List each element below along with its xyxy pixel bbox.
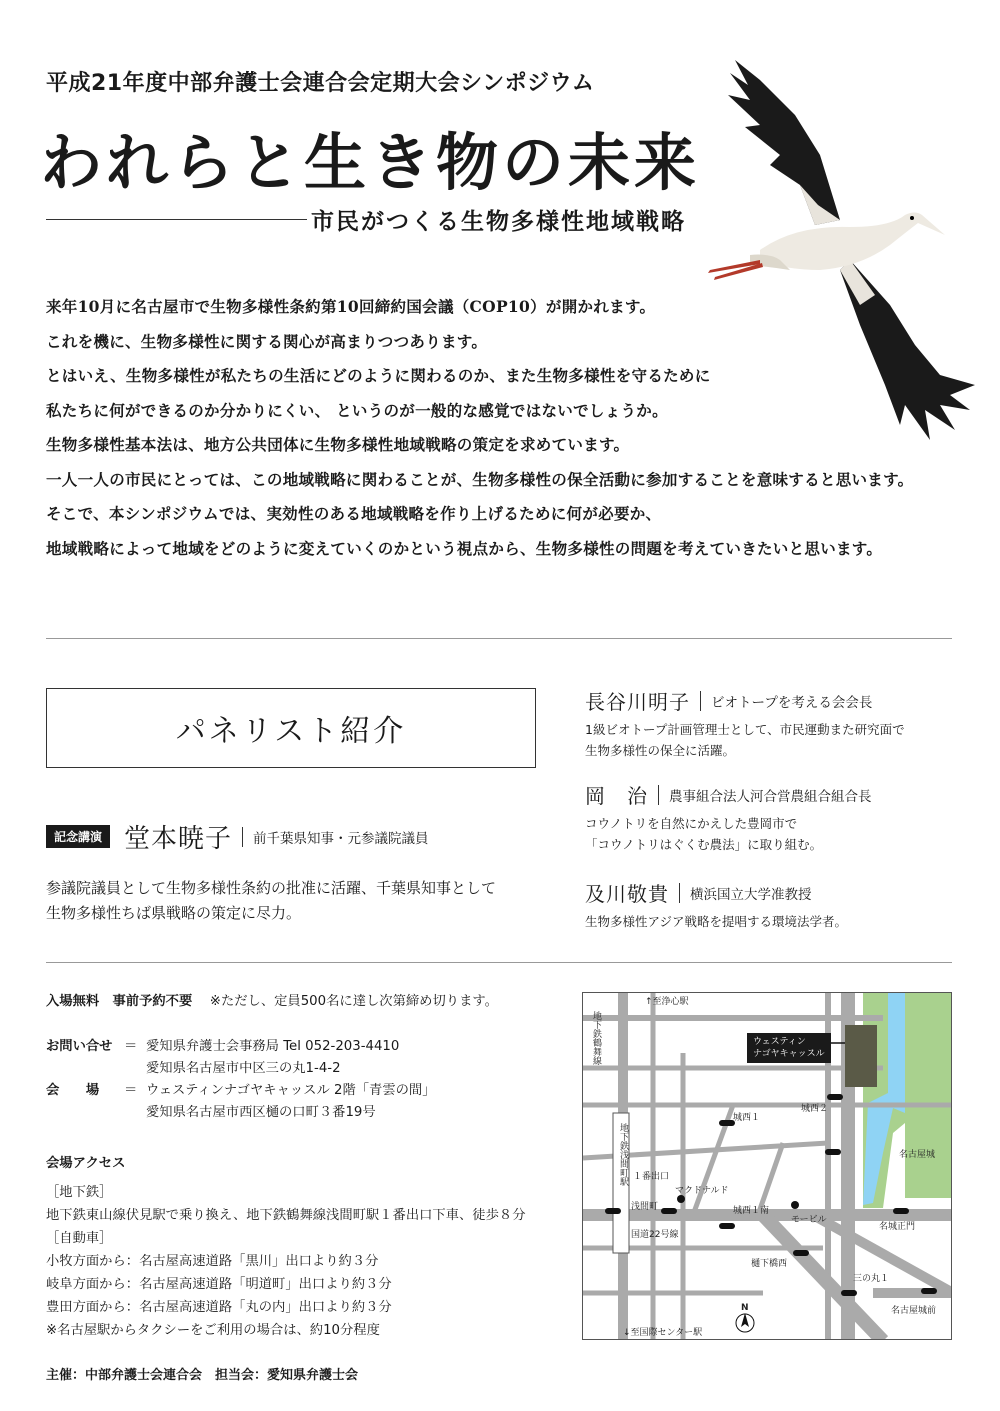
divider bbox=[46, 962, 952, 963]
map-label: 名古屋城 bbox=[899, 1150, 936, 1160]
intro-line: とはいえ、生物多様性が私たちの生活にどのように関わるのか、また生物多様性を守るために bbox=[46, 366, 711, 385]
main-title: われらと生き物の未来 bbox=[40, 126, 701, 199]
car-line: ※名古屋駅からタクシーをご利用の場合は、約10分程度 bbox=[46, 1323, 380, 1338]
panelist-name: 長谷川明子 bbox=[585, 690, 690, 714]
admission bbox=[46, 990, 498, 1009]
panelist-name: 岡 治 bbox=[585, 784, 648, 808]
panelist-description bbox=[585, 911, 965, 932]
car-line: 岐阜方面から：名古屋高速道路「明道町」出口より約３分 bbox=[46, 1277, 392, 1292]
panelist bbox=[585, 780, 965, 855]
intro-line: 地域戦略によって地域をどのように変えていくのかという視点から、生物多様性の問題を考えていきたいと思います。 bbox=[46, 538, 883, 558]
equals-sign: ＝ bbox=[124, 1083, 138, 1098]
panelist-desc-line: 「コウノトリはぐくむ農法」に取り組む。 bbox=[585, 837, 823, 852]
intro-text bbox=[46, 290, 956, 566]
intro-line: これを機に、生物多様性に関する関心が高まりつつあります。 bbox=[46, 331, 488, 351]
map-label: 城西２ bbox=[801, 1104, 829, 1114]
keynote-description bbox=[46, 876, 566, 926]
panelist-heading: パネリスト紹介 bbox=[175, 714, 407, 749]
map-label: マクドナルド bbox=[675, 1186, 729, 1196]
map-label: 地下鉄浅間町駅 bbox=[618, 1123, 628, 1186]
separator bbox=[242, 827, 243, 847]
venue-label: 会 場 bbox=[46, 1083, 100, 1098]
panelist-heading-box bbox=[46, 688, 536, 768]
subway-text: 地下鉄東山線伏見駅で乗り換え、地下鉄鶴舞線浅間町駅１番出口下車、徒歩８分 bbox=[46, 1208, 526, 1223]
keynote-desc-line: 参議院議員として生物多様性条約の批准に活躍、千葉県知事として bbox=[46, 879, 497, 897]
hotel-label: ナゴヤキャッスル bbox=[753, 1049, 825, 1059]
subtitle-row bbox=[46, 203, 686, 236]
panelist-desc-line: コウノトリを自然にかえした豊岡市で bbox=[585, 816, 798, 831]
panelist-name: 及川敬貴 bbox=[585, 882, 669, 906]
keynote-desc-line: 生物多様性ちば県戦略の策定に尽力。 bbox=[46, 904, 302, 922]
contact-label: お問い合せ bbox=[46, 1039, 113, 1054]
panelist-role: ビオトープを考える会会長 bbox=[711, 694, 873, 711]
venue-line: ウェスティンナゴヤキャッスル 2階「青雲の間」 bbox=[146, 1083, 436, 1098]
separator bbox=[700, 691, 701, 711]
panelist-role: 横浜国立大学准教授 bbox=[690, 886, 812, 903]
hotel-label: ウェスティン bbox=[753, 1037, 806, 1047]
map-label: 名城正門 bbox=[879, 1222, 916, 1232]
subtitle-rule bbox=[46, 219, 307, 220]
north-label: N bbox=[741, 1303, 749, 1313]
contact bbox=[46, 1036, 436, 1124]
map-label: ↑至浄心駅 bbox=[645, 997, 689, 1007]
separator bbox=[658, 785, 659, 805]
keynote-speaker bbox=[46, 818, 429, 855]
panelist-description bbox=[585, 813, 965, 855]
intro-line: 生物多様性基本法は、地方公共団体に生物多様性地域戦略の策定を求めています。 bbox=[46, 435, 630, 454]
map-label: 城西１南 bbox=[733, 1206, 770, 1216]
map-label: 地下鉄鶴舞線 bbox=[591, 1011, 601, 1065]
keynote-role: 前千葉県知事・元参議院議員 bbox=[253, 830, 429, 847]
panelist-role: 農事組合法人河合営農組合組合長 bbox=[669, 788, 872, 805]
panelist bbox=[585, 878, 965, 932]
separator bbox=[679, 883, 680, 903]
map-label: 浅間町 bbox=[631, 1202, 659, 1212]
panelist bbox=[585, 686, 965, 761]
car-line: 豊田方面から：名古屋高速道路「丸の内」出口より約３分 bbox=[46, 1300, 392, 1315]
intro-line: 私たちに何ができるのか分かりにくい、 というのが一般的な感覚ではないでしょうか。 bbox=[46, 400, 668, 420]
access-title: 会場アクセス bbox=[46, 1156, 126, 1171]
map-label: 三の丸１ bbox=[853, 1274, 890, 1284]
keynote-name: 堂本暁子 bbox=[124, 824, 233, 854]
subtitle: 市民がつくる生物多様性地域戦略 bbox=[311, 208, 686, 235]
panelist-description bbox=[585, 719, 965, 761]
panelist-desc-line: 生物多様性アジア戦略を提唱する環境法学者。 bbox=[585, 914, 848, 929]
panelist-desc-line: 1級ビオトープ計画管理士として、市民運動また研究面で bbox=[585, 722, 905, 737]
footer-organizers: 主催：中部弁護士会連合会 担当会：愛知県弁護士会 bbox=[46, 1368, 359, 1383]
admission-label: 入場無料 事前予約不要 bbox=[46, 994, 193, 1009]
divider bbox=[46, 638, 952, 639]
map-label: モービル bbox=[791, 1215, 827, 1225]
intro-line: 来年10月に名古屋市で生物多様性条約第10回締約国会議（COP10）が開かれます。 bbox=[46, 297, 656, 316]
map-label: 樋下橋西 bbox=[751, 1259, 788, 1269]
map-label: １番出口 bbox=[633, 1172, 670, 1182]
intro-line: そこで、本シンポジウムでは、実効性のある地域戦略を作り上げるために何が必要か、 bbox=[46, 504, 662, 523]
access bbox=[46, 1152, 526, 1342]
map-label: 国道22号線 bbox=[631, 1230, 679, 1240]
contact-line: 愛知県弁護士会事務局 Tel 052-203-4410 bbox=[146, 1039, 400, 1054]
access-map bbox=[582, 992, 952, 1340]
contact-address: 愛知県名古屋市中区三の丸1-4-2 bbox=[146, 1061, 341, 1076]
map-label: 名古屋城前 bbox=[891, 1306, 937, 1316]
panelist-desc-line: 生物多様性の保全に活躍。 bbox=[585, 743, 736, 758]
car-line: 小牧方面から：名古屋高速道路「黒川」出口より約３分 bbox=[46, 1254, 379, 1269]
keynote-tag: 記念講演 bbox=[46, 825, 110, 848]
event-name: 平成21年度中部弁護士会連合会定期大会シンポジウム bbox=[46, 71, 595, 96]
subway-label: ［地下鉄］ bbox=[46, 1185, 113, 1200]
admission-note: ※ただし、定員500名に達し次第締め切ります。 bbox=[209, 994, 498, 1009]
equals-sign: ＝ bbox=[124, 1039, 138, 1054]
venue-address: 愛知県名古屋市西区樋の口町３番19号 bbox=[146, 1105, 376, 1120]
car-label: ［自動車］ bbox=[46, 1231, 113, 1246]
map-label: ↓至国際センター駅 bbox=[623, 1328, 703, 1338]
intro-line: 一人一人の市民にとっては、この地域戦略に関わることが、生物多様性の保全活動に参加することを意味すると思います。 bbox=[46, 469, 914, 489]
map-label: 城西１ bbox=[733, 1113, 761, 1123]
hotel-marker bbox=[747, 1033, 831, 1063]
